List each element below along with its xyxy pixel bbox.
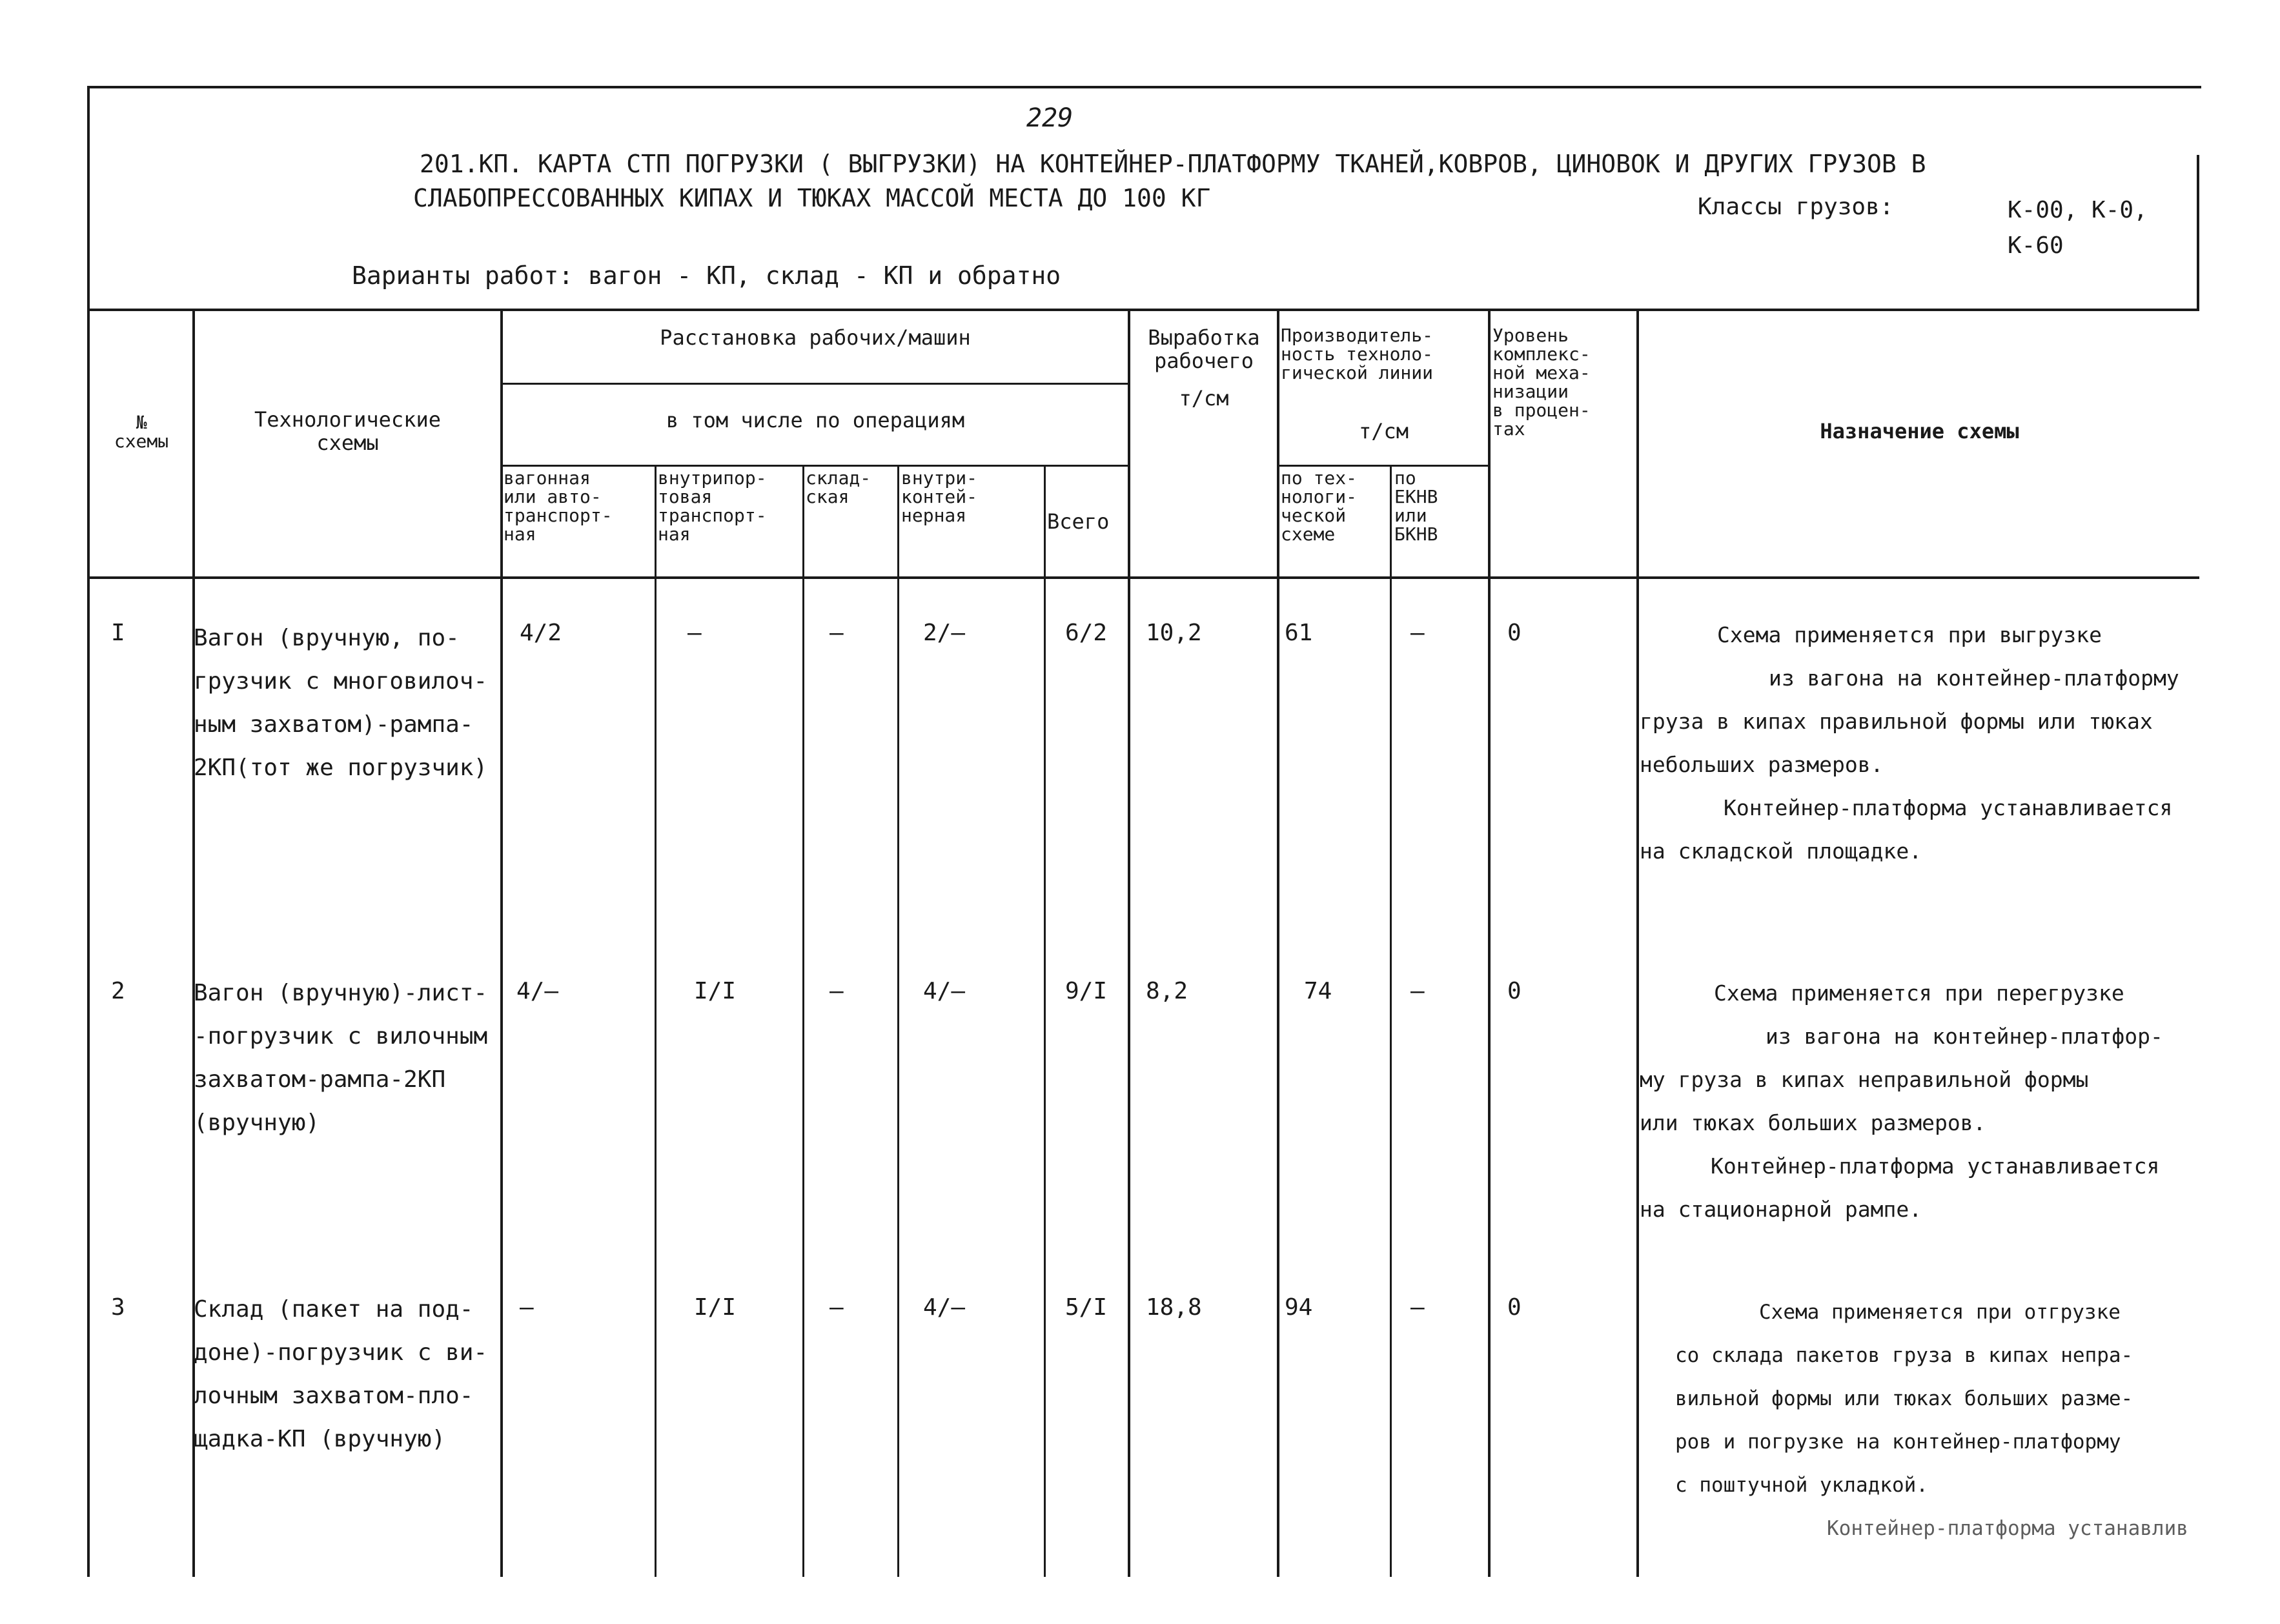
cell-purpose: Схема применяется при выгрузке из вагона на контейнер-платформу груза в кипах правильной формы или тюках небольших размеров. Контейнер-платформа устанавливается на складской площадке.	[1640, 622, 2179, 864]
cell-purpose: Схема применяется при отгрузке со склада пакетов груза в кипах непра- вильной формы или тюках больших разме- ров и погрузке на контейнер-платформу с поштучной укладкой. Контейнер-платформа устанавлив	[1675, 1301, 2188, 1540]
page-number: 229	[1026, 103, 1074, 133]
row-no: 2	[111, 978, 125, 1004]
hdr-op-warehouse: склад- ская	[806, 467, 871, 507]
cell-mech: 0	[1507, 978, 1522, 1004]
work-variants: Варианты работ: вагон - КП, склад - КП и обратно	[352, 261, 1061, 290]
cell-mech: 0	[1507, 1294, 1522, 1321]
col-div-intraport	[655, 465, 657, 1577]
cell-intraport: –	[687, 620, 702, 646]
col-div-prod	[1277, 309, 1279, 1577]
header-top-line	[87, 309, 2199, 311]
row-scheme: Вагон (вручную, по- грузчик с многовилоч- ным захватом)-рампа- 2КП(тот же погрузчик)	[194, 625, 488, 781]
row-no: 3	[111, 1294, 125, 1321]
col-div-wagon	[500, 309, 503, 1577]
cell-prod-eknv: –	[1410, 978, 1425, 1004]
cargo-classes-line-1: К-00, К-0,	[2008, 197, 2148, 223]
cargo-classes-line-2: К-60	[2008, 232, 2064, 259]
ops-subrule	[500, 465, 1128, 467]
cell-intracontainer: 2/–	[923, 620, 966, 646]
hdr-purpose: Назначение схемы	[1820, 419, 2019, 443]
col-div-prod-eknv	[1390, 465, 1392, 1577]
title-line-1: 201.КП. КАРТА СТП ПОГРУЗКИ ( ВЫГРУЗКИ) НА КОНТЕЙНЕР-ПЛАТФОРМУ ТКАНЕЙ,КОВРОВ, ЦИНОВОК И ДРУГИХ ГРУЗОВ В	[420, 150, 1926, 178]
cell-output: 10,2	[1146, 620, 1202, 646]
row-scheme: Вагон (вручную)-лист- -погрузчик с вилочным захватом-рампа-2КП (вручную)	[194, 980, 488, 1136]
cell-intracontainer: 4/–	[923, 978, 966, 1004]
hdr-op-intracontainer: внутри- контей- нерная	[901, 467, 978, 526]
row-no: I	[111, 620, 125, 646]
col-div-warehouse	[802, 465, 804, 1577]
cell-total: 5/I	[1065, 1294, 1108, 1321]
col-div-intracontainer	[897, 465, 899, 1577]
cargo-classes-label: Классы грузов:	[1698, 194, 1894, 220]
hdr-prod-tech: по тех- нологи- ческой схеме	[1281, 467, 1358, 545]
hdr-op-intraport: внутрипор- товая транспорт- ная	[658, 467, 767, 545]
hdr-productivity-unit: т/см	[1358, 419, 1409, 443]
cell-prod-eknv: –	[1410, 1294, 1425, 1321]
cell-output: 18,8	[1146, 1294, 1202, 1321]
cell-intracontainer: 4/–	[923, 1294, 966, 1321]
hdr-placement: Расстановка рабочих/машин	[660, 325, 971, 350]
cell-wagon: 4/2	[520, 620, 562, 646]
cell-warehouse: –	[830, 1294, 844, 1321]
col-div-purpose	[1636, 309, 1639, 1577]
hdr-op-total: Всего	[1047, 509, 1110, 534]
cell-warehouse: –	[830, 620, 844, 646]
cell-total: 6/2	[1065, 620, 1108, 646]
cell-output: 8,2	[1146, 978, 1188, 1004]
row-scheme: Склад (пакет на под- доне)-погрузчик с ви- лочным захватом-пло- щадка-КП (вручную)	[194, 1296, 488, 1452]
prod-subrule	[1277, 465, 1488, 467]
cell-warehouse: –	[830, 978, 844, 1004]
hdr-productivity: Производитель- ность техноло- гической линии	[1281, 325, 1434, 383]
title-line-2: СЛАБОПРЕССОВАННЫХ КИПАХ И ТЮКАХ МАССОЙ МЕСТА ДО 100 КГ	[413, 184, 1211, 212]
cell-wagon: 4/–	[516, 978, 559, 1004]
hdr-prod-eknv: по ЕКНВ или БКНВ	[1394, 467, 1438, 545]
cell-prod-tech: 61	[1285, 620, 1313, 646]
hdr-op-wagon: вагонная или авто- транспорт- ная	[504, 467, 613, 545]
top-border	[87, 86, 2201, 88]
cell-prod-eknv: –	[1410, 620, 1425, 646]
cell-intraport: I/I	[694, 1294, 737, 1321]
hdr-tech-schemes: Технологические схемы	[254, 407, 441, 455]
col-div-total	[1044, 465, 1046, 1577]
col-div-output	[1128, 309, 1130, 1577]
col-div-mech	[1488, 309, 1491, 1577]
cell-prod-tech: 94	[1285, 1294, 1313, 1321]
cell-intraport: I/I	[694, 978, 737, 1004]
hdr-by-operation: в том числе по операциям	[666, 408, 965, 432]
hdr-scheme-no: № схемы	[114, 412, 169, 452]
cell-mech: 0	[1507, 620, 1522, 646]
hdr-worker-output: Выработка рабочего т/см	[1148, 325, 1260, 411]
cell-purpose: Схема применяется при перегрузке из вагона на контейнер-платфор- му груза в кипах неправильной формы или тюках больших размеров. Контейнер-платформа устанавливается на стационарной рампе.	[1640, 980, 2163, 1222]
cell-wagon: –	[520, 1294, 534, 1321]
placement-subrule	[500, 383, 1128, 385]
cell-total: 9/I	[1065, 978, 1108, 1004]
header-bottom-line	[87, 576, 2199, 579]
right-border-top	[2197, 155, 2199, 310]
cell-prod-tech: 74	[1304, 978, 1332, 1004]
hdr-mech-level: Уровень комплекс- ной меха- низации в процен- тах	[1492, 325, 1591, 440]
